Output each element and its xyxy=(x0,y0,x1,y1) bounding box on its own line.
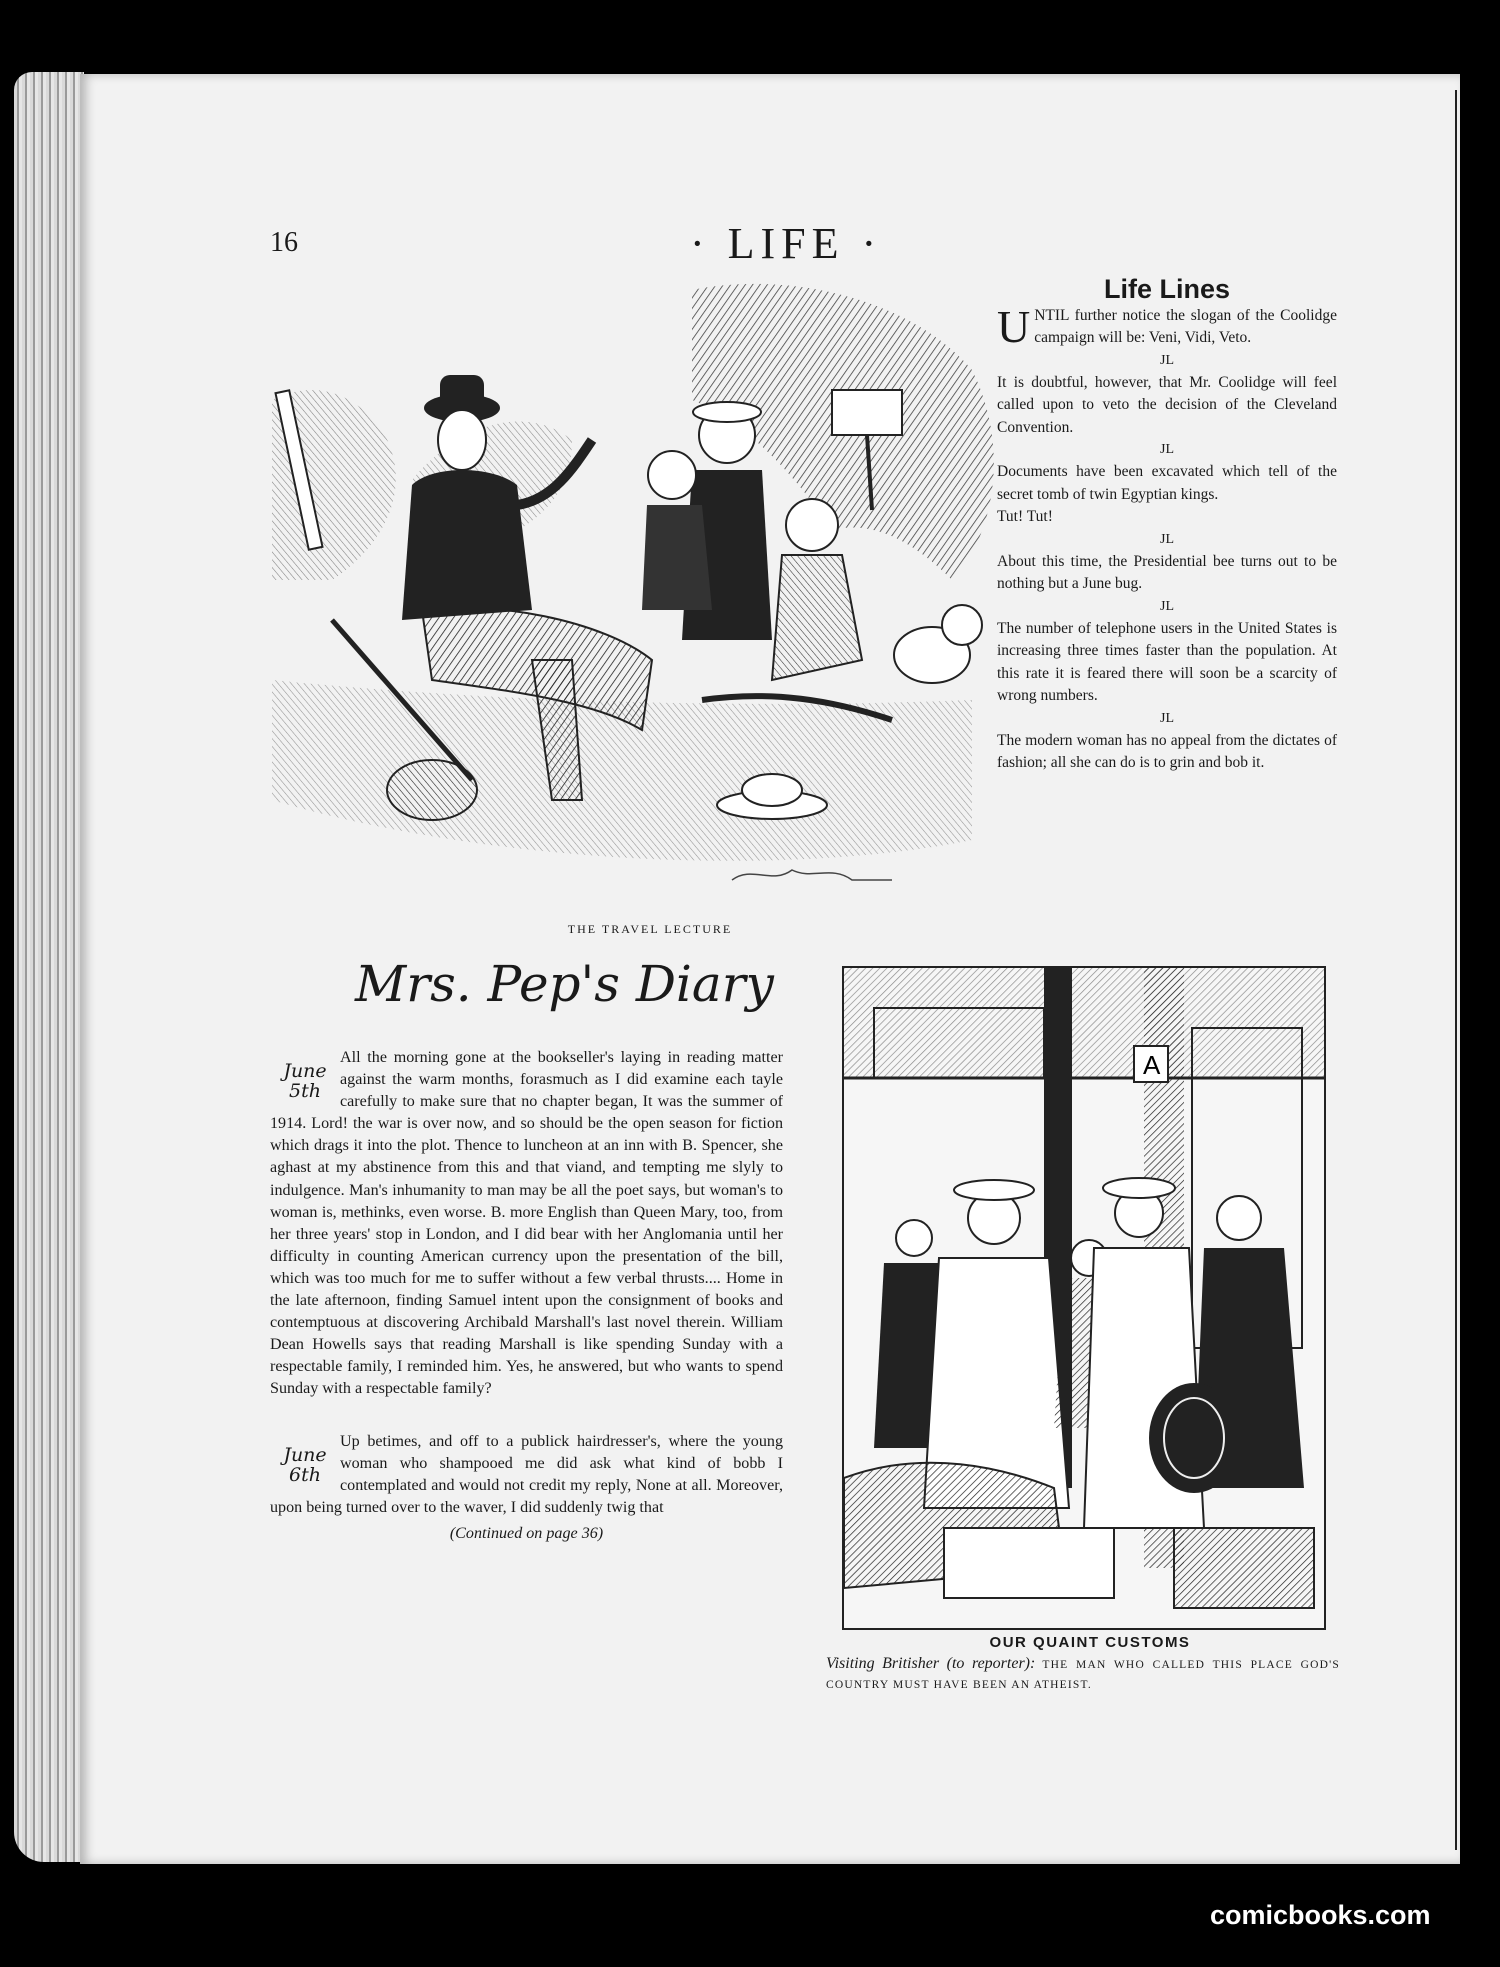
life-lines-item: UNTIL further notice the slogan of the Coolidge campaign will be: Veni, Vidi, Veto. xyxy=(997,300,1337,352)
tut-tut: Tut! Tut! xyxy=(997,508,1053,525)
diary-entry xyxy=(270,1047,783,1401)
separator-ornament: JL xyxy=(1160,531,1174,547)
separator-ornament: JL xyxy=(1160,710,1174,726)
drop-cap: U xyxy=(997,300,1031,352)
life-lines-item: Documents have been excavated which tell of the secret tomb of twin Egyptian kings. Tut! Tut! xyxy=(997,463,1337,525)
customs-speaker: Visiting Britisher (to reporter): xyxy=(826,1655,1036,1672)
diary-entry xyxy=(270,1431,783,1519)
gate-sign-a: A xyxy=(1143,1050,1161,1080)
quaint-customs-illustration xyxy=(842,966,1326,1630)
diary-date: June 5th xyxy=(283,1060,327,1102)
diary-title: Mrs. Pep's Diary xyxy=(355,955,774,1013)
masthead: · LIFE · xyxy=(690,219,883,268)
page-number: 16 xyxy=(270,227,298,258)
diary-entry-text: All the morning gone at the bookseller's laying in reading matter against the warm months, forasmuch as I did examine each tayle carefully to make sure that no chapter began, It was the summer of 1914. Lord! the war is over now, and so should be the open season for fiction which drags it into the plot. Thence to luncheon at an inn with B. Spencer, she aghast at my abstinence from this and that viand, and tempting me slyly to indulgence. Man's inhumanity to man may be all the poet says, but woman's to woman is, methinks, even worse. B. more English than Queen Mary, too, from her three years' stop in London, and I did bear with her Anglomania until her difficulty in counting American currency upon the presentation of the bill, which was too much for me to suffer without a few verbal thrusts.... Home in the late afternoon, finding Samuel intent upon the consignment of books and contemptuous at discovering Archibald Marshall's last novel therein. William Dean Howells says that reading Marshall is like spending Sunday with a respectable family, I reminded him. Yes, he answered, but who wants to spend Sunday with a respectable family? xyxy=(270,1049,783,1398)
continued-note: (Continued on page 36) xyxy=(449,1524,604,1542)
separator-ornament: JL xyxy=(1160,442,1174,457)
customs-caption xyxy=(826,1654,1340,1695)
customs-quote: THE MAN WHO CALLED THIS PLACE GOD'S COUNTRY MUST HAVE BEEN AN ATHEIST. xyxy=(826,1659,1341,1691)
life-lines-title: Life Lines xyxy=(1103,274,1231,304)
diary-body xyxy=(270,1047,783,1545)
watermark: comicbooks.com xyxy=(1210,1900,1431,1930)
life-lines-column xyxy=(997,274,1337,775)
life-lines-item: About this time, the Presidential bee turns out to be nothing but a June bug. xyxy=(997,552,1337,592)
separator-ornament: JL xyxy=(1160,352,1174,368)
travel-lecture-illustration xyxy=(272,280,1034,900)
life-lines-item: The number of telephone users in the United States is increasing three times faster than the population. At this rate it is feared there will soon be a scarcity of wrong numbers. xyxy=(997,619,1337,704)
diary-entry-text: Up betimes, and off to a publick hairdresser's, where the young woman who shampooed me did ask what kind of bobb I contemplated and would not credit my reply, None at all. Moreover, upon being turned over to the waver, I did suddenly twig that xyxy=(270,1432,783,1516)
diary-date: June 6th xyxy=(283,1443,327,1486)
travel-lecture-caption: THE TRAVEL LECTURE xyxy=(567,922,733,936)
right-page-edge xyxy=(1455,90,1465,1850)
separator-ornament: JL xyxy=(1160,598,1174,614)
page-stack-edge xyxy=(14,72,84,1862)
life-lines-item: The modern woman has no appeal from the dictates of fashion; all she can do is to grin and bob it. xyxy=(997,731,1337,771)
customs-title: OUR QUAINT CUSTOMS xyxy=(989,1634,1191,1651)
life-lines-item: It is doubtful, however, that Mr. Coolidge will feel called upon to veto the decision of the Cleveland Convention. xyxy=(997,373,1337,436)
